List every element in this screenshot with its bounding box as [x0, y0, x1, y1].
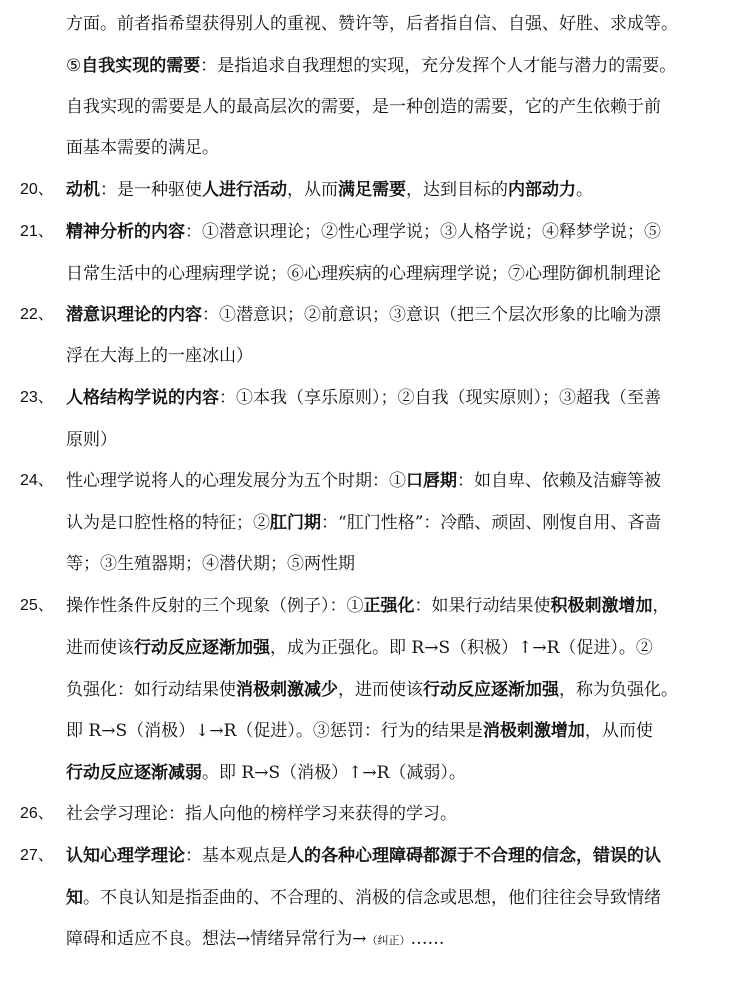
bold-term: 满足需要	[338, 180, 406, 200]
line-text	[66, 836, 716, 876]
text-segment: ，进而使该	[338, 680, 423, 700]
text-line	[0, 170, 746, 210]
text-line	[0, 87, 746, 127]
item-number: 21、	[20, 223, 54, 240]
text-segment: ：①潜意识理论；②性心理学说；③人格学说；④释梦学说；⑤	[185, 222, 661, 242]
bold-term: 正强化	[363, 596, 415, 616]
line-text	[66, 4, 716, 44]
text-segment: ：如自卑、依赖及洁癖等被	[457, 471, 661, 491]
text-segment: ：如果行动结果使	[414, 596, 551, 616]
text-line	[0, 586, 746, 626]
bold-term: 知	[66, 888, 83, 908]
text-segment: 进而使该	[66, 638, 134, 658]
item-number: 22、	[20, 306, 54, 323]
text-segment: 面基本需要的满足。	[66, 138, 219, 158]
text-line	[0, 544, 746, 584]
text-segment: 社会学习理论：指人向他的榜样学习来获得的学习。	[66, 804, 457, 824]
text-segment: （纠正）	[366, 934, 411, 947]
text-segment: 操作性条件反射的三个现象（例子）：①	[66, 596, 364, 616]
line-text	[66, 878, 716, 918]
line-text	[66, 295, 716, 335]
bold-term: 人的各种心理障碍都源于不合理的信念，错误的认	[287, 846, 661, 866]
bold-term: 肛门期	[270, 513, 321, 533]
text-line	[0, 711, 746, 751]
text-segment: 即 R→S（消极）↓→R（促进）。③惩罚：行为的结果是	[66, 721, 483, 741]
item-number: 24、	[20, 472, 54, 489]
line-text	[66, 503, 716, 543]
line-text	[66, 212, 716, 252]
bold-term: 行动反应逐渐减弱	[66, 763, 202, 783]
line-text	[66, 87, 716, 127]
text-segment: 。	[576, 180, 593, 200]
text-segment: ，从而	[287, 180, 338, 200]
text-segment: ：是一种驱使	[100, 180, 202, 200]
text-segment: ：①本我（享乐原则）；②自我（现实原则）；③超我（至善	[219, 388, 661, 408]
line-text	[66, 461, 716, 501]
text-segment: ，	[652, 596, 670, 616]
line-text	[66, 628, 716, 668]
text-segment: ……	[410, 929, 445, 949]
text-line	[0, 628, 746, 668]
bold-term: 行动反应逐渐加强	[134, 638, 270, 658]
text-segment: 原则）	[66, 430, 117, 450]
text-segment: 负强化：如行动结果使	[66, 680, 236, 700]
text-segment: ，达到目标的	[406, 180, 508, 200]
text-line	[0, 212, 746, 252]
bold-term: 自我实现的需要	[81, 56, 201, 76]
text-line	[0, 919, 746, 959]
bold-term: 认知心理学理论	[66, 846, 185, 866]
item-number: 20、	[20, 181, 54, 198]
text-line	[0, 670, 746, 710]
bold-term: 消极刺激增加	[482, 721, 585, 741]
bold-term: 动机	[66, 180, 100, 200]
text-line	[0, 503, 746, 543]
text-segment: ：①潜意识；②前意识；③意识（把三个层次形象的比喻为漂	[202, 305, 661, 325]
text-segment: 方面。前者指希望获得别人的重视、赞许等，后者指自信、自强、好胜、求成等。	[66, 14, 678, 34]
text-line	[0, 461, 746, 501]
text-segment: ，称为负强化。	[559, 680, 678, 700]
text-segment: 等；③生殖器期；④潜伏期；⑤两性期	[66, 554, 355, 574]
text-line	[0, 836, 746, 876]
bold-term: 精神分析的内容	[66, 222, 185, 242]
text-segment: ：“肛门性格”：冷酷、顽固、刚愎自用、吝啬	[321, 513, 662, 533]
text-line	[0, 254, 746, 294]
item-number: 25、	[20, 597, 54, 614]
line-text	[66, 753, 716, 793]
line-text	[66, 794, 716, 834]
text-line	[0, 878, 746, 918]
line-text	[66, 670, 716, 710]
item-number: 27、	[20, 847, 54, 864]
bold-term: 积极刺激增加	[550, 596, 653, 616]
line-text	[66, 46, 716, 86]
line-text	[66, 586, 716, 626]
item-number: 26、	[20, 805, 54, 822]
text-line	[0, 295, 746, 335]
text-line	[0, 378, 746, 418]
text-line	[0, 46, 746, 86]
text-line	[0, 794, 746, 834]
text-line	[0, 420, 746, 460]
line-text	[66, 420, 716, 460]
text-segment: ：基本观点是	[185, 846, 287, 866]
bold-term: 内部动力	[508, 180, 576, 200]
line-text	[66, 336, 716, 376]
text-segment: ，从而使	[584, 721, 653, 741]
text-segment: 日常生活中的心理病理学说；⑥心理疾病的心理病理学说；⑦心理防御机制理论	[66, 264, 661, 284]
bold-term: 人格结构学说的内容	[66, 388, 219, 408]
text-line	[0, 336, 746, 376]
text-line	[0, 4, 746, 44]
line-text	[66, 254, 716, 294]
item-number: 23、	[20, 389, 54, 406]
text-segment: 。不良认知是指歪曲的、不合理的、消极的信念或思想，他们往往会导致情绪	[83, 888, 661, 908]
text-segment: 浮在大海上的一座冰山）	[66, 346, 253, 366]
text-segment: ：是指追求自我理想的实现，充分发挥个人才能与潜力的需要。	[200, 56, 677, 76]
bold-term: 潜意识理论的内容	[66, 305, 202, 325]
line-text	[66, 711, 716, 751]
line-text	[66, 378, 716, 418]
text-segment: 自我实现的需要是人的最高层次的需要，是一种创造的需要，它的产生依赖于前	[66, 97, 661, 117]
line-text	[66, 919, 716, 961]
line-text	[66, 128, 716, 168]
text-line	[0, 128, 746, 168]
text-segment: ⑤	[66, 56, 82, 76]
text-line	[0, 753, 746, 793]
text-segment: 障碍和适应不良。想法→情绪异常行为→	[66, 929, 367, 949]
bold-term: 行动反应逐渐加强	[423, 680, 559, 700]
line-text	[66, 544, 716, 584]
line-text	[66, 170, 716, 210]
text-segment: 性心理学说将人的心理发展分为五个时期：①	[66, 471, 406, 491]
bold-term: 口唇期	[406, 471, 457, 491]
text-segment: 。即 R→S（消极）↑→R（减弱）。	[202, 763, 466, 783]
text-segment: 认为是口腔性格的特征；②	[66, 513, 270, 533]
bold-term: 消极刺激减少	[236, 680, 338, 700]
bold-term: 人进行活动	[202, 180, 287, 200]
text-segment: ，成为正强化。即 R→S（积极）↑→R（促进）。②	[270, 638, 653, 658]
